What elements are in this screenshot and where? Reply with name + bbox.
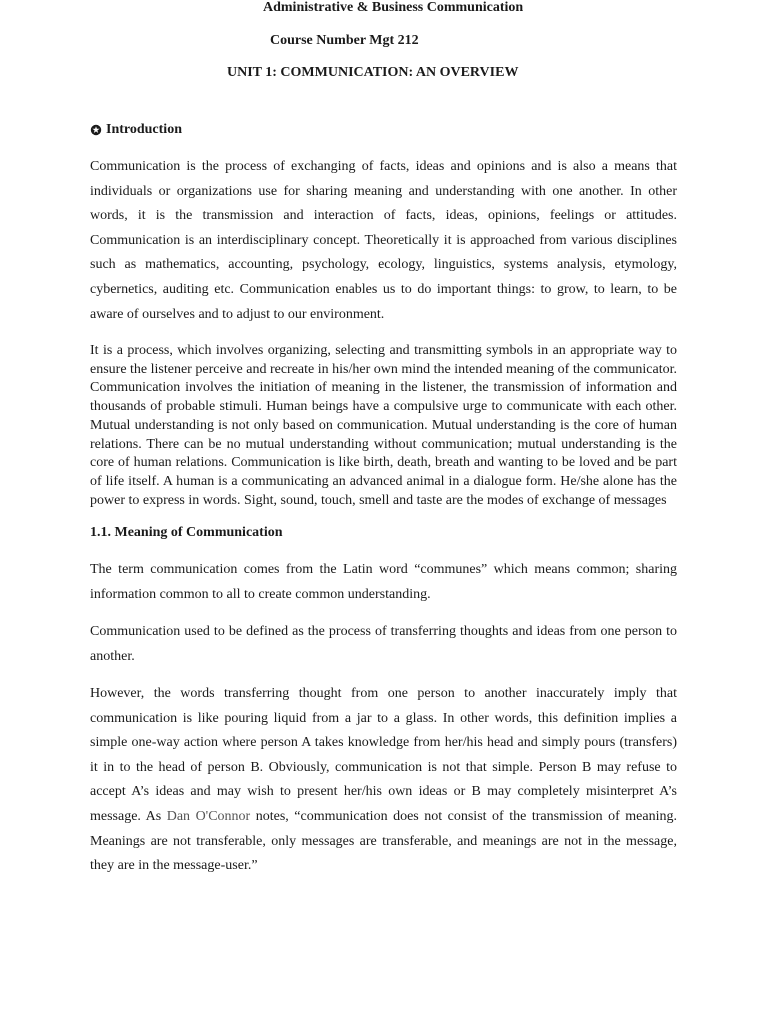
meaning-paragraph-3 [90,682,677,879]
introduction-paragraph-1: Communication is the process of exchanging of facts, ideas and opinions and is also a means that individuals or organizations use for sharing meaning and understanding with one another. In other words, it is the transmission and interaction of facts, ideas, opinions, feelings or attitudes. Communication is an interdisciplinary concept. Theoretically it is approached from various disciplines such as mathematics, accounting, psychology, ecology, linguistics, systems analysis, etymology, cybernetics, auditing etc. Communication enables us to do important things: to grow, to learn, to be aware of ourselves and to adjust to our environment. [90,159,677,322]
dan-oconnor-link[interactable]: Dan O'Connor [166,808,251,824]
meaning-paragraph-3-text-after: notes, “communication does not consist of the transmission of meaning. Meanings are not transferable, only messages are transferable, and meanings are not in the message, they are in the message-user.” [90,808,677,874]
course-number: Course Number Mgt 212 [270,33,419,48]
circled-star-bullet-icon [90,124,102,136]
meaning-of-communication-heading: 1.1. Meaning of Communication [90,525,283,540]
introduction-heading [90,122,182,138]
meaning-paragraph-1: The term communication comes from the Latin word “communes” which means common; sharing information common to all to create common understanding. [90,562,677,602]
document-title: Administrative & Business Communication [263,0,524,15]
meaning-paragraph-3-text-before: However, the words transferring thought from one person to another inaccurately imply that communication is like pouring liquid from a jar to a glass. In other words, this definition implies a simple one-way action where person A takes knowledge from her/his head and simply pours (transfers) it in to the head of person B. Obviously, communication is not that simple. Person B may refuse to accept A’s ideas and may wish to present her/his own ideas or B may completely misinterpret A’s message. As [90,686,677,824]
unit-title: UNIT 1: COMMUNICATION: AN OVERVIEW [227,65,519,80]
meaning-paragraph-2: Communication used to be defined as the process of transferring thoughts and ideas from one person to another. [90,624,677,664]
introduction-paragraph-2: It is a process, which involves organizing, selecting and transmitting symbols in an appropriate way to ensure the listener perceive and recreate in his/her own mind the intended meaning of the communicator. Communication involves the initiation of meaning in the listener, the transmission of information and thousands of probable stimuli. Human beings have a compulsive urge to communicate with each other. Mutual understanding is not only based on communication. Mutual understanding is the core of human relations. There can be no mutual understanding without communication; mutual understanding is the core of human relations. Communication is like birth, death, breath and wanting to be loved and be part of life itself. A human is a communicating an advanced animal in a dialogue form. He/she alone has the power to express in words. Sight, sound, touch, smell and taste are the modes of exchange of messages [90,343,678,508]
introduction-heading-text: Introduction [106,122,182,137]
